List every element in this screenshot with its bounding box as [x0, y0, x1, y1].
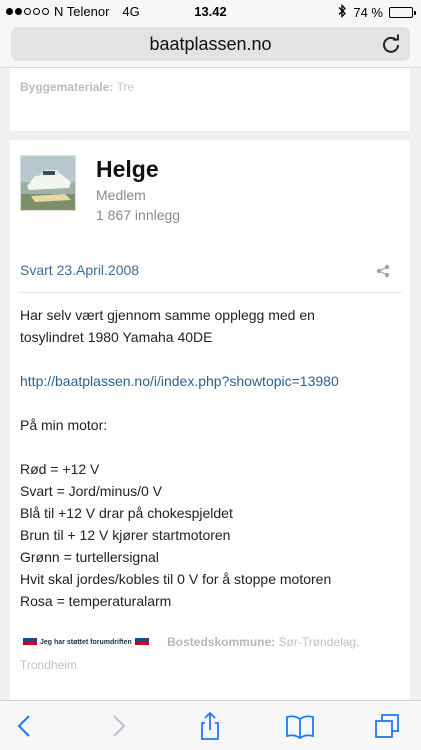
battery-icon: [389, 7, 413, 18]
wiring-item: Grønn = turtellersignal: [20, 549, 159, 565]
build-material-label: Byggemateriale:: [20, 80, 114, 94]
previous-post-card: [10, 68, 410, 131]
url-text: baatplassen.no: [149, 34, 272, 54]
post-text-line: tosylindret 1980 Yamaha 40DE: [20, 329, 213, 345]
post-signature: [20, 631, 400, 676]
tabs-icon[interactable]: [373, 711, 403, 741]
forum-post-card: [10, 140, 410, 700]
wiring-item: Svart = Jord/minus/0 V: [20, 483, 163, 499]
clock: 13.42: [194, 4, 227, 19]
status-bar: [0, 4, 421, 22]
author-post-count: 1 867 innlegg: [96, 207, 181, 223]
location-label: Bostedskommune:: [167, 635, 276, 649]
post-header-divider: [20, 292, 402, 293]
address-bar[interactable]: [11, 27, 410, 61]
battery-percent: 74 %: [353, 5, 383, 20]
carrier-label: N Telenor: [54, 4, 110, 19]
location-value: Sør-Trøndelag, Trondheim: [20, 635, 360, 672]
post-date[interactable]: Svart 23.April.2008: [20, 262, 140, 278]
share-icon[interactable]: [376, 264, 390, 278]
bookmarks-icon[interactable]: [285, 711, 315, 741]
post-body: [20, 304, 400, 612]
wiring-item: Rød = +12 V: [20, 461, 100, 477]
share-sheet-icon[interactable]: [195, 711, 225, 741]
topic-link[interactable]: http://baatplassen.no/i/index.php?showtopic=13980: [20, 373, 339, 389]
author-name[interactable]: Helge: [96, 156, 159, 182]
build-material-value: Tre: [116, 80, 135, 94]
author-avatar[interactable]: [20, 155, 76, 211]
wiring-item: Rosa = temperaturalarm: [20, 593, 172, 609]
browser-toolbar: [0, 700, 421, 750]
flag-icon: [23, 638, 37, 645]
bluetooth-icon: [337, 4, 347, 21]
post-text-line: Har selv vært gjennom samme opplegg med en: [20, 307, 315, 323]
support-banner-text: Jeg har støttet forumdriften: [40, 638, 132, 646]
wiring-item: Brun til + 12 V kjører startmotoren: [20, 527, 231, 543]
author-role: Medlem: [96, 187, 146, 203]
build-material-field: [20, 80, 134, 94]
support-banner[interactable]: [20, 632, 152, 654]
wiring-item: Hvit skal jordes/kobles til 0 V for å stoppe motoren: [20, 571, 332, 587]
back-icon[interactable]: [10, 711, 40, 741]
wiring-item: Blå til +12 V drar på chokespjeldet: [20, 505, 233, 521]
flag-icon: [135, 638, 149, 645]
reload-icon[interactable]: [380, 33, 402, 55]
post-intro: På min motor:: [20, 417, 108, 433]
network-label: 4G: [122, 4, 140, 19]
forward-icon[interactable]: [103, 711, 133, 741]
browser-chrome: [0, 0, 421, 68]
